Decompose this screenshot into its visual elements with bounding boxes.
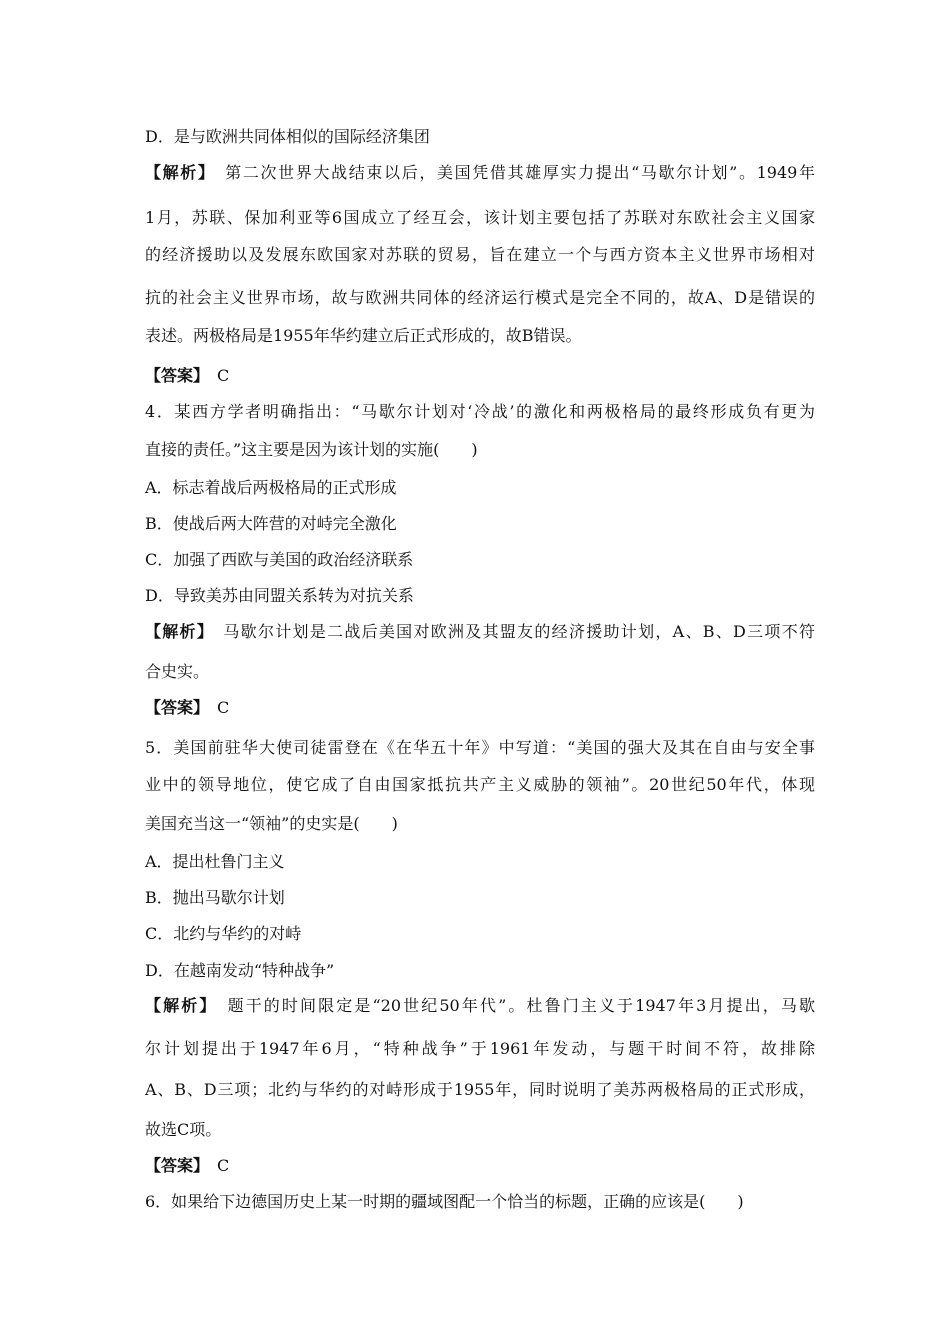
q4-analysis-line-1: 【解析】 马歇尔计划是二战后美国对欧洲及其盟友的经济援助计划，A、B、D三项不符: [145, 622, 815, 641]
q3-answer: 【答案】 C: [145, 366, 230, 385]
q4-option-b: B．使战后两大阵营的对峙完全激化: [145, 514, 397, 533]
q5-analysis-line-4: 故选C项。: [145, 1120, 222, 1139]
q4-option-a: A．标志着战后两极格局的正式形成: [145, 478, 397, 497]
q3-analysis-line-3: 的经济援助以及发展东欧国家对苏联的贸易，旨在建立一个与西方资本主义世界市场相对: [145, 245, 815, 264]
q5-option-b: B．抛出马歇尔计划: [145, 888, 285, 907]
q4-option-d: D．导致美苏由同盟关系转为对抗关系: [145, 586, 414, 605]
q5-stem-line-1: 5．美国前驻华大使司徒雷登在《在华五十年》中写道：“美国的强大及其在自由与安全事: [145, 738, 815, 757]
q5-stem-line-3: 美国充当这一“领袖”的史实是( ): [145, 814, 398, 833]
q5-answer: 【答案】 C: [145, 1156, 230, 1175]
q5-option-a: A．提出杜鲁门主义: [145, 852, 285, 871]
q4-stem-line-1: 4．某西方学者明确指出：“马歇尔计划对‘冷战’的激化和两极格局的最终形成负有更为: [145, 402, 815, 421]
q4-stem-line-2: 直接的责任。”这主要是因为该计划的实施( ): [145, 440, 478, 459]
q5-analysis-line-2: 尔计划提出于1947年6月，“特种战争”于1961年发动，与题干时间不符，故排除: [145, 1039, 815, 1058]
q6-stem-line-1: 6．如果给下边德国历史上某一时期的疆域图配一个恰当的标题，正确的应该是( ): [145, 1192, 744, 1211]
q3-option-d: D．是与欧洲共同体相似的国际经济集团: [145, 127, 430, 146]
q4-answer: 【答案】 C: [145, 698, 230, 717]
q5-option-d: D．在越南发动“特种战争”: [145, 961, 335, 980]
q3-analysis-line-5: 表述。两极格局是1955年华约建立后正式形成的，故B错误。: [145, 326, 582, 345]
answer-tag: 【答案】: [145, 366, 202, 385]
q5-analysis-line-1: 【解析】 题干的时间限定是“20世纪50年代”。杜鲁门主义于1947年3月提出，马歇: [145, 996, 815, 1015]
analysis-tag: 【解析】: [145, 996, 210, 1015]
q5-stem-line-2: 业中的领导地位，使它成了自由国家抵抗共产主义威胁的领袖”。20世纪50年代，体现: [145, 775, 815, 794]
q3-analysis-line-2: 1月，苏联、保加利亚等6国成立了经互会，该计划主要包括了苏联对东欧社会主义国家: [145, 208, 815, 227]
q4-option-c: C．加强了西欧与美国的政治经济联系: [145, 550, 414, 569]
q3-analysis-line-1: 【解析】 第二次世界大战结束以后，美国凭借其雄厚实力提出“马歇尔计划”。1949年: [145, 163, 815, 182]
q5-analysis-line-3: A、B、D三项；北约与华约的对峙形成于1955年，同时说明了美苏两极格局的正式形成，: [145, 1080, 815, 1099]
analysis-tag: 【解析】: [145, 163, 208, 182]
analysis-tag: 【解析】: [145, 622, 207, 641]
answer-tag: 【答案】: [145, 1156, 202, 1175]
q3-analysis-line-4: 抗的社会主义世界市场，故与欧洲共同体的经济运行模式是完全不同的，故A、D是错误的: [145, 288, 815, 307]
q5-option-c: C．北约与华约的对峙: [145, 924, 302, 943]
q4-analysis-line-2: 合史实。: [145, 662, 210, 681]
answer-tag: 【答案】: [145, 698, 202, 717]
